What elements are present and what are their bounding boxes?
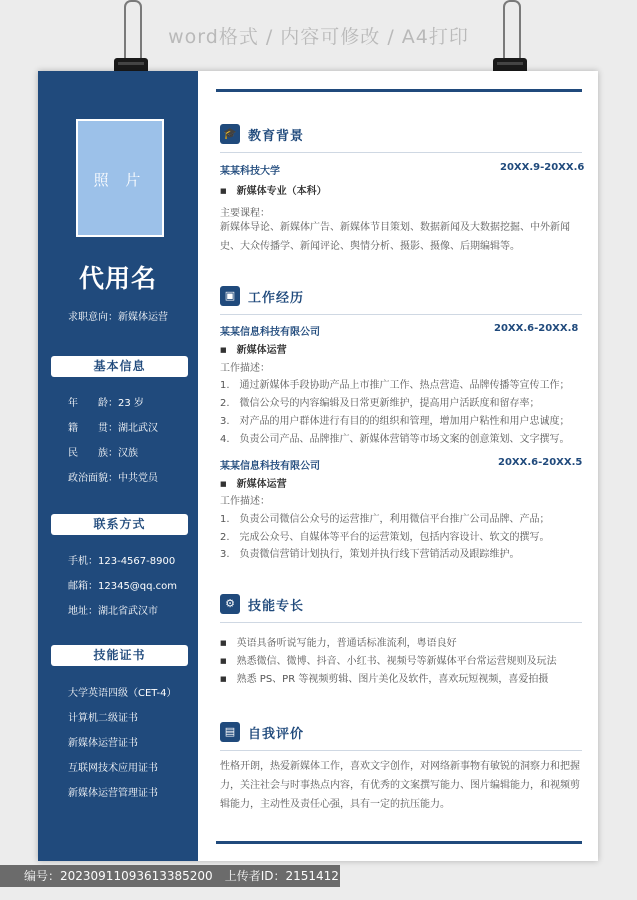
job-role: ■ 新媒体运营	[220, 475, 287, 490]
basic-info-origin: 籍 贯：湖北武汉	[68, 423, 158, 434]
education-date: 20XX.9-20XX.6	[500, 162, 585, 173]
school-name: 某某科技大学	[220, 166, 280, 177]
top-banner: word格式 / 内容可修改 / A4打印	[168, 26, 469, 48]
job-duty: 4. 负责公司产品、品牌推广、新媒体营销等市场文案的创意策划、文字撰写。	[220, 434, 570, 445]
job-desc-label: 工作描述：	[220, 363, 270, 374]
certificate-item: 互联网技术应用证书	[68, 763, 158, 774]
bottom-rule	[216, 841, 582, 844]
footer-bar: 编号：20230911093613385200 上传者ID：2151412	[0, 865, 340, 887]
contact-email: 邮箱：12345@qq.com	[68, 581, 178, 592]
education-title: 教育背景	[248, 129, 305, 144]
job-desc-label: 工作描述：	[220, 496, 270, 507]
contact-heading: 联系方式	[51, 514, 188, 535]
company-name: 某某信息科技有限公司	[220, 327, 320, 338]
section-divider	[220, 622, 582, 623]
main-content	[198, 71, 598, 861]
skill-item: ■ 熟悉微信、微博、抖音、小红书、视频号等新媒体平台常运营规则及玩法	[220, 652, 557, 667]
job-duty: 2. 微信公众号的内容编辑及日常更新维护，提高用户活跃度和留存率；	[220, 398, 540, 409]
company-name: 某某信息科技有限公司	[220, 461, 320, 472]
self-eval-text: 性格开朗，热爱新媒体工作，喜欢文字创作，对网络新事物有敏锐的洞察力和把握力，关注社会与时事热点内容，有优秀的文案撰写能力、图片编辑能力，和视频剪辑能力，主动性及责任心强，具有一定的抗压能力。	[220, 761, 580, 810]
certificate-item: 大学英语四级（CET-4）	[68, 688, 177, 699]
sidebar	[38, 71, 198, 861]
job-intent: 求职意向：新媒体运营	[68, 312, 168, 323]
graduation-cap-icon: 🎓	[220, 124, 240, 144]
courses-text: 新媒体导论、新媒体广告、新媒体节目策划、数据新闻及大数据挖掘、中外新闻史、大众传播学、新闻评论、舆情分析、摄影、摄像、后期编辑等。	[220, 222, 570, 252]
job-duty: 1. 负责公司微信公众号的运营推广，利用微信平台推广公司品牌、产品；	[220, 514, 550, 525]
certificate-item: 新媒体运营管理证书	[68, 788, 158, 799]
education-heading	[220, 124, 582, 146]
resume-paper	[38, 71, 598, 861]
self-eval-heading	[220, 722, 582, 744]
work-title: 工作经历	[248, 291, 305, 306]
briefcase-icon: ▣	[220, 286, 240, 306]
photo-placeholder	[76, 119, 164, 237]
contact-phone: 手机：123-4567-8900	[68, 556, 176, 567]
candidate-name: 代用名	[78, 264, 157, 293]
skills-heading	[220, 594, 582, 616]
job-duty: 2. 完成公众号、自媒体等平台的运营策划，包括内容设计、软文的撰写。	[220, 532, 550, 543]
document-icon: ▤	[220, 722, 240, 742]
basic-info-ethnicity: 民 族：汉族	[68, 448, 138, 459]
job-date: 20XX.6-20XX.5	[498, 457, 583, 468]
skill-item: ■ 熟悉 PS、PR 等视频剪辑、图片美化及软件，喜欢玩短视频，喜爱拍摄	[220, 670, 548, 685]
section-divider	[220, 314, 582, 315]
certificate-item: 计算机二级证书	[68, 713, 138, 724]
major: ■ 新媒体专业（本科）	[220, 182, 327, 197]
basic-info-age: 年 龄：23 岁	[68, 398, 144, 409]
job-duty: 3. 负责微信营销计划执行，策划并执行线下营销活动及跟踪维护。	[220, 549, 520, 560]
self-eval-title: 自我评价	[248, 727, 305, 742]
job-date: 20XX.6-20XX.8	[494, 323, 579, 334]
certificates-heading: 技能证书	[51, 645, 188, 666]
skills-title: 技能专长	[248, 599, 305, 614]
certificate-item: 新媒体运营证书	[68, 738, 138, 749]
section-divider	[220, 750, 582, 751]
job-duty: 1. 通过新媒体手段协助产品上市推广工作、热点营造、品牌传播等宣传工作；	[220, 380, 570, 391]
section-divider	[220, 152, 582, 153]
gear-icon: ⚙	[220, 594, 240, 614]
work-heading	[220, 286, 582, 308]
basic-info-politics: 政治面貌：中共党员	[68, 473, 158, 484]
photo-label: 照 片	[93, 171, 147, 189]
contact-address: 地址：湖北省武汉市	[68, 606, 158, 617]
basic-info-heading: 基本信息	[51, 356, 188, 377]
skill-item: ■ 英语具备听说写能力，普通话标准流利，粤语良好	[220, 634, 457, 649]
job-role: ■ 新媒体运营	[220, 341, 287, 356]
job-duty: 3. 对产品的用户群体进行有目的的组织和管理，增加用户粘性和用户忠诚度；	[220, 416, 570, 427]
courses-label: 主要课程：	[220, 208, 270, 219]
top-rule	[216, 89, 582, 92]
